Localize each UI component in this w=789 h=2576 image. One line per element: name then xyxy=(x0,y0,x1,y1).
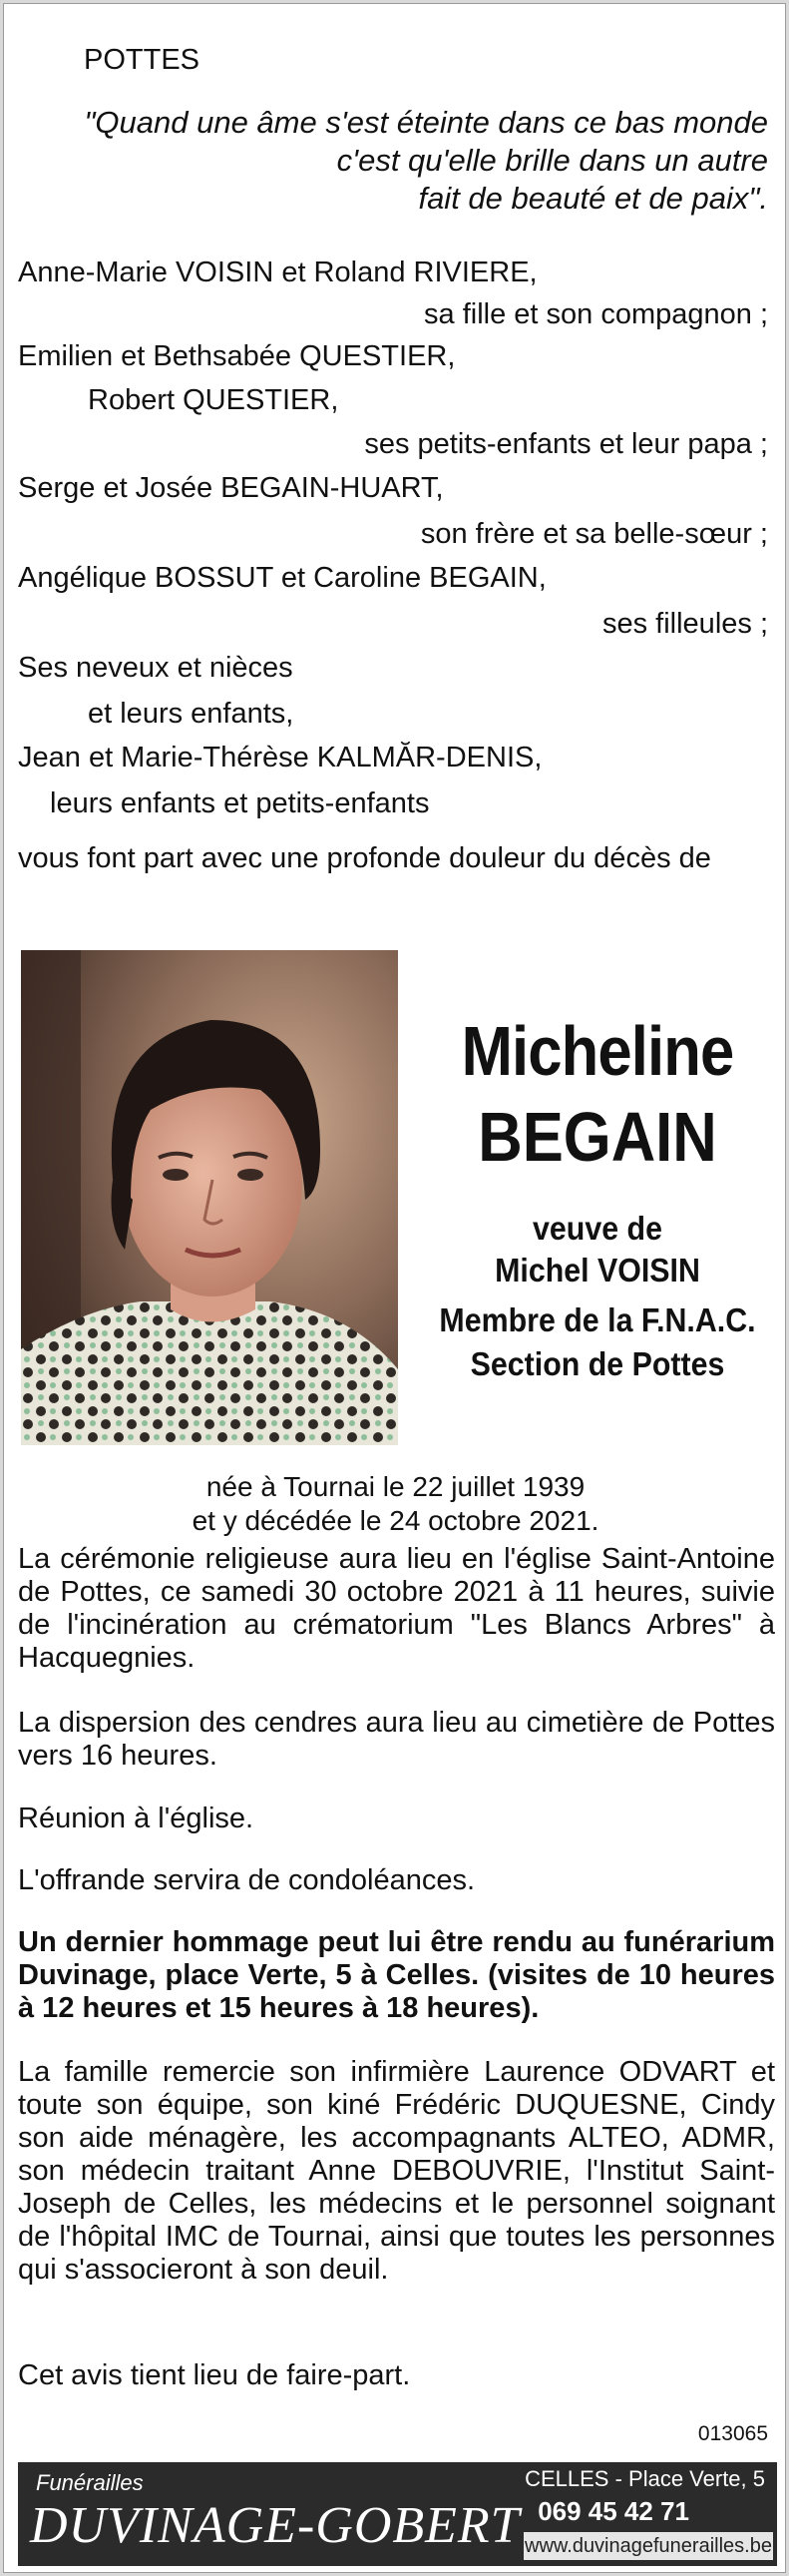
notice-text: Cet avis tient lieu de faire-part. xyxy=(18,2359,411,2391)
family-line: Robert QUESTIER, xyxy=(88,384,339,416)
family-line: Emilien et Bethsabée QUESTIER, xyxy=(18,340,456,372)
deceased-last-name: BEGAIN xyxy=(478,1098,717,1176)
portrait-illustration xyxy=(21,950,398,1445)
membership: Membre de la F.N.A.C. xyxy=(439,1301,756,1338)
family-line: Serge et Josée BEGAIN-HUART, xyxy=(18,472,444,504)
footer-address: CELLES - Place Verte, 5 xyxy=(525,2466,765,2491)
family-relation: ses filleules ; xyxy=(601,608,768,640)
quote-line: c'est qu'elle brille dans un autre xyxy=(336,143,768,178)
widow-label: veuve de xyxy=(533,1210,662,1247)
family-line: leurs enfants et petits-enfants xyxy=(50,787,430,819)
quote-line: "Quand une âme s'est éteinte dans ce bas monde xyxy=(84,105,768,140)
dispersion-text: La dispersion des cendres aura lieu au cimetière de Pottes vers 16 heures. xyxy=(18,1707,775,1772)
ceremony-text: La cérémonie religieuse aura lieu en l'église Saint-Antoine de Pottes, ce samedi 30 octobre 2021 à 11 heures, suivie de l'incinération au crématorium "Les Blancs Arbres" à Hacquegnies. xyxy=(18,1543,775,1674)
footer-website[interactable]: www.duvinagefunerailles.be xyxy=(524,2532,773,2560)
footer-label: Funérailles xyxy=(36,2470,144,2495)
family-line: Jean et Marie-Thérèse KALMĂR-DENIS, xyxy=(18,742,543,773)
meeting-text: Réunion à l'église. xyxy=(18,1803,254,1834)
obituary-notice xyxy=(3,3,786,2573)
quote-line: fait de beauté et de paix". xyxy=(418,181,768,216)
family-line: Ses neveux et nièces xyxy=(18,652,293,684)
portrait-photo xyxy=(21,950,398,1445)
birth-info: née à Tournai le 22 juillet 1939 xyxy=(205,1471,586,1502)
family-relation: ses petits-enfants et leur papa ; xyxy=(364,428,768,460)
offering-text: L'offrande servira de condoléances. xyxy=(18,1864,476,1896)
tribute-text: Un dernier hommage peut lui être rendu au funérarium Duvinage, place Verte, 5 à Celles. (visites de 10 heures à 12 heures et 15 heures à 18 heures). xyxy=(18,1926,775,2024)
brand-name: DUVINAGE-GOBERT xyxy=(30,2497,521,2554)
family-relation: son frère et sa belle-sœur ; xyxy=(420,518,768,550)
membership-section: Section de Pottes xyxy=(470,1345,725,1382)
deceased-first-name: Micheline xyxy=(461,1012,734,1090)
footer-phone: 069 45 42 71 xyxy=(538,2496,689,2526)
family-line: Angélique BOSSUT et Caroline BEGAIN, xyxy=(18,562,547,594)
place-heading: POTTES xyxy=(84,44,200,76)
family-line: et leurs enfants, xyxy=(88,698,294,730)
thanks-text: La famille remercie son infirmière Laurence ODVART et toute son équipe, son kiné Frédéric DUQUESNE, Cindy son aide ménagère, les accompagnants ALTEO, ADMR, son médecin traitant Anne DEBOUVRIE, l'Institut Saint-Joseph de Celles, les médecins et le personnel soignant de l'hôpital IMC de Tournai, ainsi que toutes les personnes qui s'associeront à son deuil. xyxy=(18,2056,775,2286)
family-line: Anne-Marie VOISIN et Roland RIVIERE, xyxy=(18,257,538,288)
spouse-name: Michel VOISIN xyxy=(495,1252,700,1288)
reference-number: 013065 xyxy=(697,2422,768,2445)
announcement-text: vous font part avec une profonde douleur du décès de xyxy=(18,842,711,874)
epigraph-quote xyxy=(84,104,768,218)
death-info: et y décédée le 24 octobre 2021. xyxy=(192,1505,599,1536)
family-relation: sa fille et son compagnon ; xyxy=(424,298,768,330)
funeral-home-banner xyxy=(18,2462,777,2566)
